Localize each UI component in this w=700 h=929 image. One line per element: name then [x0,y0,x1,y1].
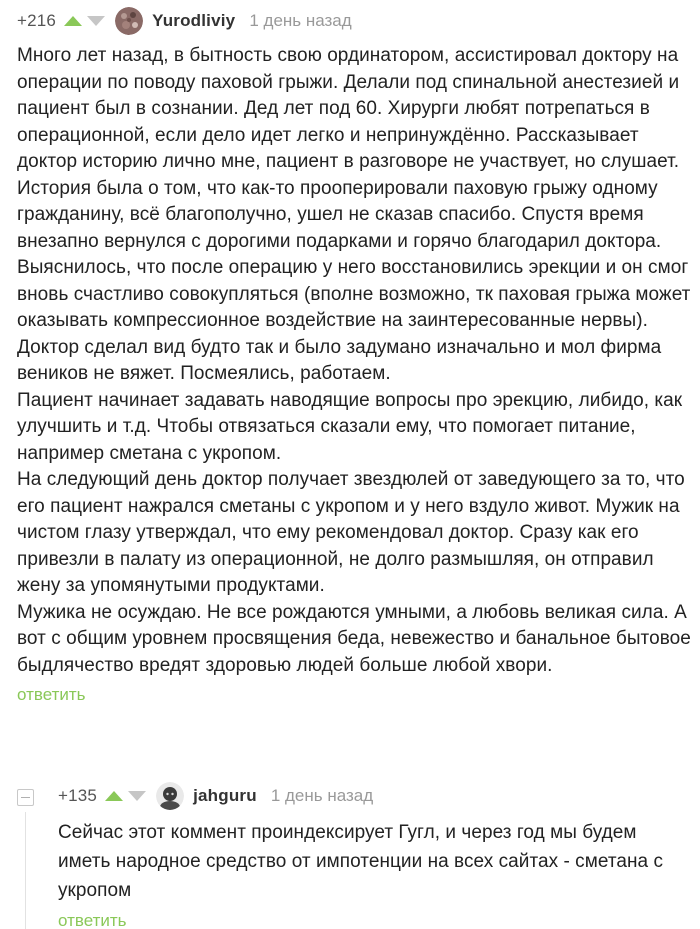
comment-paragraph: Сейчас этот коммент проиндексирует Гугл, и через год мы будем иметь народное средство от импотенции на всех сайтах - сметана с укропом [58,822,664,901]
upvote-arrow-icon[interactable] [64,16,82,26]
comment-paragraph: Мужика не осуждаю. Не все рождаются умными, а любовь великая сила. А вот с общим уровнем просвящения беда, невежество и банальное бытовое быдлячество вредят здоровью людей больше любой хвори. [17,601,691,676]
comment-paragraph: Пациент начинает задавать наводящие вопросы про эрекцию, либидо, как улучшить и т.д. Чтобы отвязаться сказали ему, что помогает питание, например сметана с укропом. [17,389,683,464]
thread-line[interactable] [25,812,26,929]
comment-paragraph: Много лет назад, в бытность свою ординатором, ассистировал доктору на операции по поводу паховой грыжи. Делали под спинальной анестезией и пациент был в сознании. Дед лет под 60. Хирурги любят потрепаться в операционной, если дело идет легко и непринуждённо. Рассказывает доктор историю лично мне, пациент в разговоре не участвует, но слушает. История была о том, что как-то прооперировали паховую грыжу одному гражданину, всё благополучно, ушел не сказав спасибо. Спустя время внезапно вернулся с дорогими подарками и горячо благодарил доктора. Выяснилось, что после операцию у него восстановились эрекции и он смог вновь счастливо совокупляться (вполне возможно, тк паховая грыжа может оказывать компрессионное воздействие на заинтересованные нервы). Доктор сделал вид будто так и было задумано изначально и мол фирма веников не вяжет. Посмеялись, работаем. [17,45,691,384]
reply-button[interactable]: ответить [58,911,127,929]
comment-body [58,818,688,905]
comment-paragraph: На следующий день доктор получает звездюлей от заведующего за то, что его пациент нажрался сметаны с укропом и у него вздуло живот. Мужик на чистом глазу утверждал, что ему рекомендовал доктор. Сразу как его привезли в палату из операционной, не долго размышляя, он отправил жену за упомянутыми продуктами. [17,469,685,596]
timestamp: 1 день назад [270,786,374,805]
comment-header [58,778,688,814]
collapse-minus-icon[interactable] [17,789,34,806]
comment-rating: +216 [17,11,57,30]
username[interactable]: jahguru [193,786,257,805]
reply-button[interactable]: ответить [17,685,86,704]
downvote-arrow-icon[interactable] [87,16,105,26]
username[interactable]: Yurodliviy [152,11,236,30]
upvote-arrow-icon[interactable] [105,791,123,801]
comment [17,3,692,705]
comment-rating: +135 [58,786,98,805]
comment-body [17,43,692,679]
avatar[interactable] [115,7,143,35]
downvote-arrow-icon[interactable] [128,791,146,801]
comment-header [17,3,692,39]
avatar[interactable] [156,782,184,810]
reply-comment [58,778,688,929]
timestamp: 1 день назад [249,11,352,30]
